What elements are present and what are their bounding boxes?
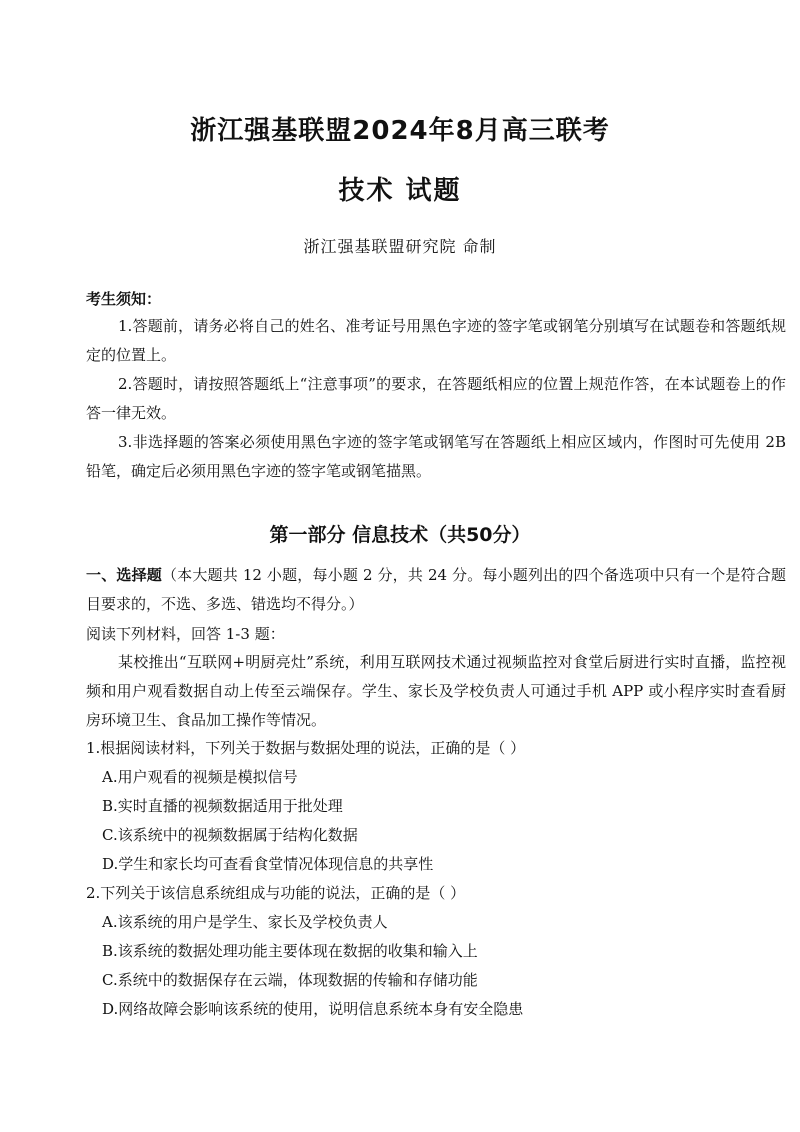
- notice-item-1: 1.答题前，请务必将自己的姓名、准考证号用黑色字迹的签字笔或钢笔分别填写在试题卷和答题纸规定的位置上。: [86, 317, 786, 364]
- publisher-line: 浙江强基联盟研究院 命制: [303, 237, 497, 256]
- exam-title: 浙江强基联盟2024年8月高三联考: [190, 116, 610, 146]
- part-description: （本大题共 12 小题，每小题 2 分，共 24 分。每小题列出的四个备选项中只有一个是符合题目要求的，不选、多选、错选均不得分。）: [86, 566, 786, 613]
- question-2-option-b: B.该系统的数据处理功能主要体现在数据的收集和输入上: [102, 942, 478, 960]
- question-2-option-d: D.网络故障会影响该系统的使用，说明信息系统本身有安全隐患: [102, 1000, 524, 1018]
- question-1-option-d: D.学生和家长均可查看食堂情况体现信息的共享性: [102, 855, 434, 873]
- question-1-option-b: B.实时直播的视频数据适用于批处理: [102, 797, 343, 815]
- notice-heading: 考生须知：: [86, 290, 162, 308]
- question-2-stem: 2.下列关于该信息系统组成与功能的说法，正确的是（ ）: [86, 884, 466, 902]
- reading-material: 某校推出“互联网+明厨亮灶”系统，利用互联网技术通过视频监控对食堂后厨进行实时直播，监控视频和用户观看数据自动上传至云端保存。学生、家长及学校负责人可通过手机 APP 或小程序实时查看厨房环境卫生、食品加工操作等情况。: [86, 653, 786, 729]
- question-2-option-a: A.该系统的用户是学生、家长及学校负责人: [102, 913, 388, 931]
- part-instructions: [86, 561, 786, 619]
- reading-intro: 阅读下列材料，回答 1-3 题：: [86, 625, 285, 643]
- part-lead: 一、选择题: [86, 566, 162, 584]
- section-title: 第一部分 信息技术（共50分）: [269, 524, 531, 546]
- question-1-option-c: C.该系统中的视频数据属于结构化数据: [102, 826, 358, 844]
- question-1-stem: 1.根据阅读材料，下列关于数据与数据处理的说法，正确的是（ ）: [86, 739, 526, 757]
- notice-item-2: 2.答题时，请按照答题纸上“注意事项”的要求，在答题纸相应的位置上规范作答，在本试题卷上的作答一律无效。: [86, 375, 786, 422]
- subject-title: 技术 试题: [338, 176, 462, 206]
- notice-item-3: 3.非选择题的答案必须使用黑色字迹的签字笔或钢笔写在答题纸上相应区域内，作图时可先使用 2B 铅笔，确定后必须用黑色字迹的签字笔或钢笔描黑。: [86, 433, 786, 480]
- question-2-option-c: C.系统中的数据保存在云端，体现数据的传输和存储功能: [102, 971, 478, 989]
- question-1-option-a: A.用户观看的视频是模拟信号: [102, 768, 298, 786]
